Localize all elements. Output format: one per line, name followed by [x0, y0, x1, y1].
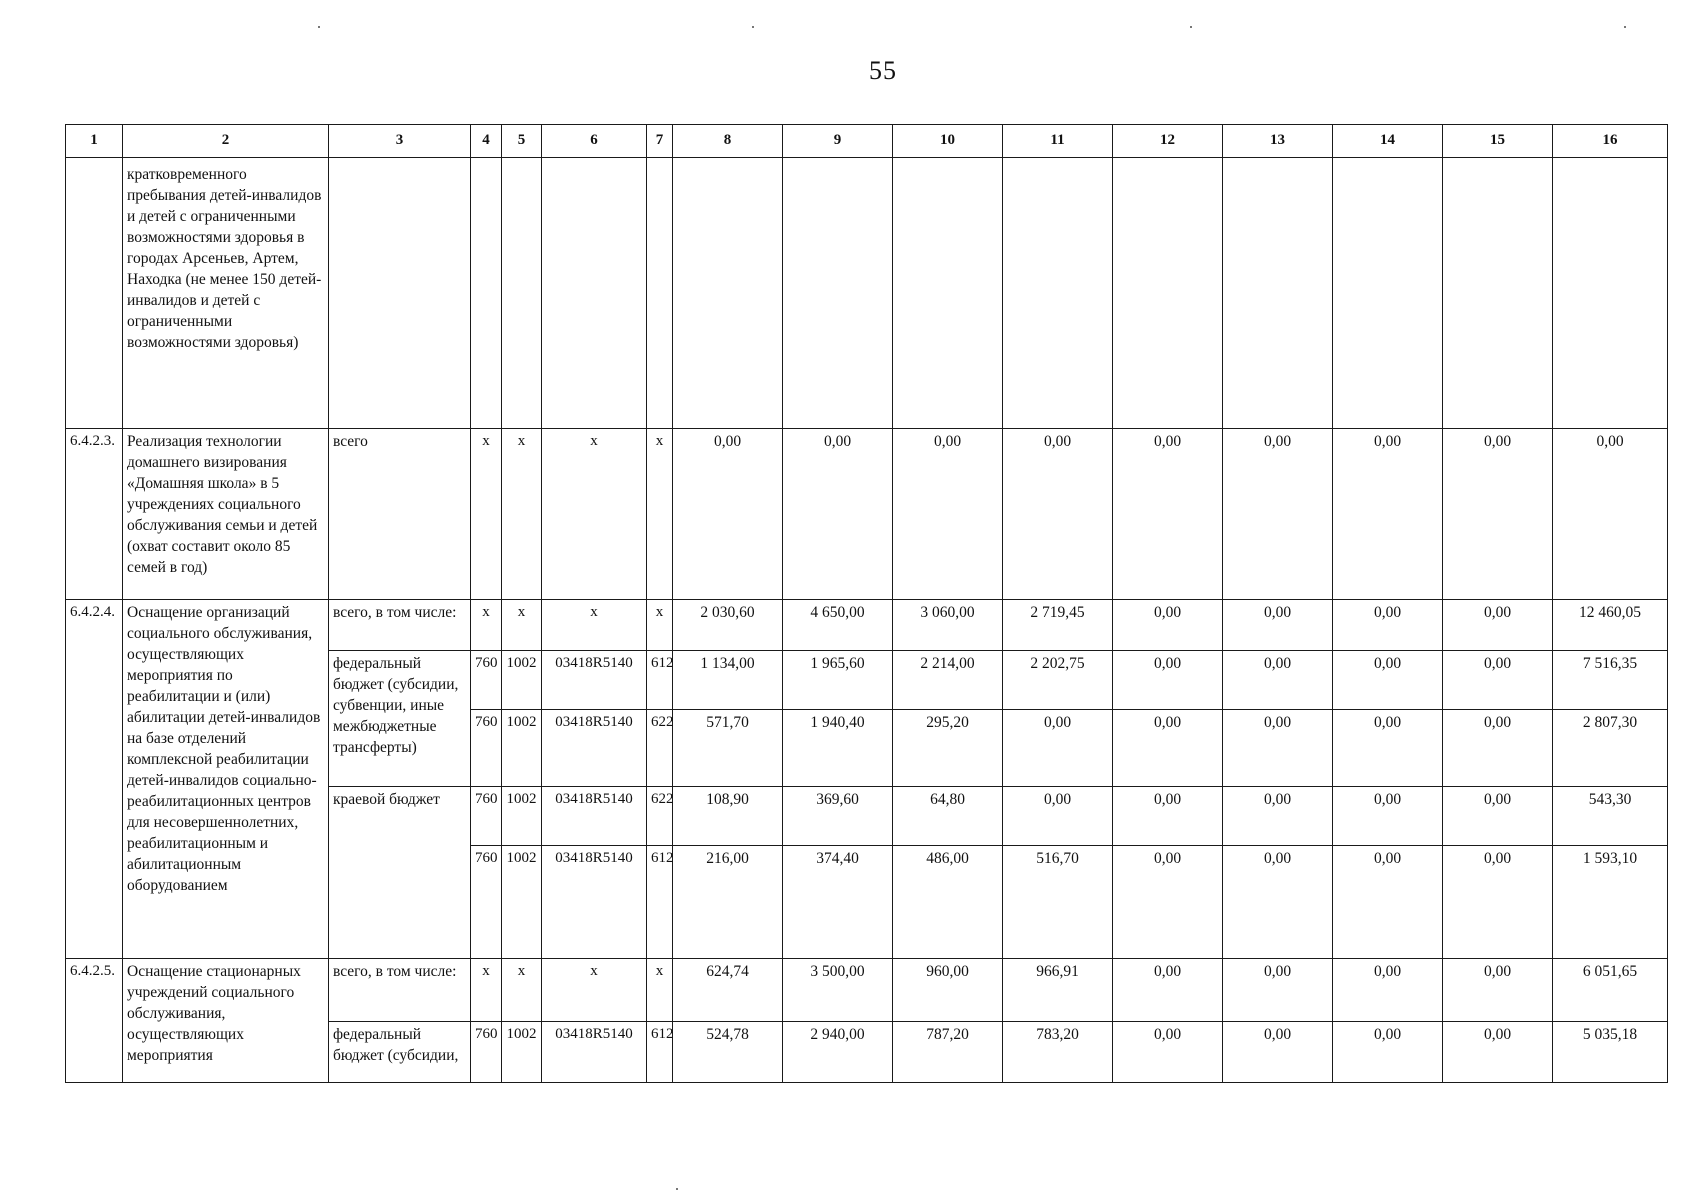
value-cell: 0,00 [1113, 959, 1223, 1022]
value-cell: 0,00 [1443, 846, 1553, 959]
code-cell: x [542, 429, 647, 600]
funding-source: федеральный бюджет (субсидии, [329, 1022, 471, 1083]
value-cell: 6 051,65 [1553, 959, 1668, 1022]
code-cell: x [471, 600, 502, 651]
code-cell: 1002 [502, 651, 542, 710]
value-cell: 0,00 [1443, 787, 1553, 846]
funding-source: всего, в том числе: [329, 959, 471, 1022]
budget-table [65, 124, 1668, 1083]
column-header: 9 [783, 125, 893, 158]
value-cell: 0,00 [1223, 600, 1333, 651]
value-cell: 543,30 [1553, 787, 1668, 846]
column-header: 3 [329, 125, 471, 158]
value-cell: 7 516,35 [1553, 651, 1668, 710]
value-cell: 0,00 [1333, 429, 1443, 600]
item-description: Оснащение организаций социального обслуживания, осуществляющих мероприятия по реабилитации и (или) абилитации детей-инвалидов на базе отделений комплексной реабилитации детей-инвалидов социально-реабилитационных центров для несовершеннолетних, реабилитационным и абилитационным оборудованием [123, 600, 329, 959]
value-cell: 0,00 [1333, 787, 1443, 846]
value-cell: 12 460,05 [1553, 600, 1668, 651]
value-cell: 216,00 [673, 846, 783, 959]
value-cell: 369,60 [783, 787, 893, 846]
code-cell: 03418R5140 [542, 651, 647, 710]
value-cell: 0,00 [1333, 651, 1443, 710]
value-cell: 2 202,75 [1003, 651, 1113, 710]
value-cell: 0,00 [893, 429, 1003, 600]
value-cell: 0,00 [1003, 710, 1113, 787]
table-row [66, 959, 1668, 1022]
item-index: 6.4.2.5. [66, 959, 123, 1083]
value-cell: 0,00 [1553, 429, 1668, 600]
value-cell: 783,20 [1003, 1022, 1113, 1083]
value-cell: 0,00 [1223, 429, 1333, 600]
value-cell: 0,00 [1333, 846, 1443, 959]
value-cell: 0,00 [1223, 787, 1333, 846]
table-row [66, 429, 1668, 600]
column-header: 11 [1003, 125, 1113, 158]
code-cell: 760 [471, 1022, 502, 1083]
value-cell: 0,00 [1333, 1022, 1443, 1083]
value-cell: 64,80 [893, 787, 1003, 846]
value-cell: 2 807,30 [1553, 710, 1668, 787]
code-cell: 03418R5140 [542, 710, 647, 787]
value-cell: 0,00 [1443, 651, 1553, 710]
item-index: 6.4.2.3. [66, 429, 123, 600]
value-cell: 0,00 [1113, 1022, 1223, 1083]
code-cell: 1002 [502, 846, 542, 959]
column-header: 5 [502, 125, 542, 158]
value-cell: 0,00 [1113, 651, 1223, 710]
header-row [66, 125, 1668, 158]
value-cell: 1 593,10 [1553, 846, 1668, 959]
value-cell: 0,00 [1113, 710, 1223, 787]
code-cell: 03418R5140 [542, 846, 647, 959]
code-cell: x [471, 959, 502, 1022]
value-cell: 0,00 [1333, 959, 1443, 1022]
value-cell: 3 500,00 [783, 959, 893, 1022]
funding-source: краевой бюджет [329, 787, 471, 959]
code-cell: 612 [647, 1022, 673, 1083]
code-cell: 1002 [502, 787, 542, 846]
value-cell: 0,00 [783, 429, 893, 600]
table-row [66, 600, 1668, 651]
code-cell: 03418R5140 [542, 1022, 647, 1083]
code-cell: 612 [647, 846, 673, 959]
code-cell: 760 [471, 710, 502, 787]
code-cell: 612 [647, 651, 673, 710]
code-cell: x [542, 600, 647, 651]
value-cell: 0,00 [1223, 651, 1333, 710]
code-cell: x [471, 429, 502, 600]
code-cell: x [502, 429, 542, 600]
value-cell: 1 134,00 [673, 651, 783, 710]
scan-speck [676, 1188, 678, 1190]
funding-source: федеральный бюджет (субсидии, субвенции, иные межбюджетные трансферты) [329, 651, 471, 787]
code-cell: x [502, 959, 542, 1022]
item-index: 6.4.2.4. [66, 600, 123, 959]
value-cell: 0,00 [1223, 1022, 1333, 1083]
code-cell: x [647, 600, 673, 651]
column-header: 8 [673, 125, 783, 158]
code-cell: 760 [471, 651, 502, 710]
funding-source: всего, в том числе: [329, 600, 471, 651]
value-cell: 624,74 [673, 959, 783, 1022]
scan-speck [318, 26, 320, 28]
column-header: 7 [647, 125, 673, 158]
column-header: 12 [1113, 125, 1223, 158]
column-header: 2 [123, 125, 329, 158]
page-number: 55 [869, 56, 897, 85]
value-cell: 374,40 [783, 846, 893, 959]
code-cell: x [502, 600, 542, 651]
code-cell: 03418R5140 [542, 787, 647, 846]
value-cell: 0,00 [1113, 600, 1223, 651]
item-description: кратковременного пребывания детей-инвалидов и детей с ограниченными возможностями здоровья в городах Арсеньев, Артем, Находка (не менее 150 детей-инвалидов и детей с ограниченными возможностями здоровья) [123, 158, 329, 429]
code-cell: 622 [647, 787, 673, 846]
value-cell: 4 650,00 [783, 600, 893, 651]
item-description: Оснащение стационарных учреждений социального обслуживания, осуществляющих мероприятия [123, 959, 329, 1083]
value-cell: 0,00 [1113, 787, 1223, 846]
code-cell: x [647, 959, 673, 1022]
value-cell: 0,00 [1443, 959, 1553, 1022]
value-cell: 524,78 [673, 1022, 783, 1083]
column-header: 13 [1223, 125, 1333, 158]
value-cell: 2 719,45 [1003, 600, 1113, 651]
column-header: 4 [471, 125, 502, 158]
value-cell: 1 940,40 [783, 710, 893, 787]
value-cell: 0,00 [1113, 429, 1223, 600]
scan-speck [1190, 26, 1192, 28]
value-cell: 2 214,00 [893, 651, 1003, 710]
column-header: 10 [893, 125, 1003, 158]
scan-speck [752, 26, 754, 28]
column-header: 6 [542, 125, 647, 158]
value-cell: 295,20 [893, 710, 1003, 787]
value-cell: 516,70 [1003, 846, 1113, 959]
value-cell: 0,00 [1443, 429, 1553, 600]
value-cell: 1 965,60 [783, 651, 893, 710]
value-cell: 108,90 [673, 787, 783, 846]
value-cell: 5 035,18 [1553, 1022, 1668, 1083]
column-header: 15 [1443, 125, 1553, 158]
value-cell: 2 940,00 [783, 1022, 893, 1083]
value-cell: 571,70 [673, 710, 783, 787]
value-cell: 787,20 [893, 1022, 1003, 1083]
table-row [66, 158, 1668, 429]
item-index [66, 158, 123, 429]
value-cell: 960,00 [893, 959, 1003, 1022]
code-cell: 760 [471, 787, 502, 846]
item-description: Реализация технологии домашнего визирования «Домашняя школа» в 5 учреждениях социального обслуживания семьи и детей (охват составит около 85 семей в год) [123, 429, 329, 600]
code-cell: 760 [471, 846, 502, 959]
value-cell: 2 030,60 [673, 600, 783, 651]
value-cell: 0,00 [1443, 710, 1553, 787]
value-cell: 0,00 [1223, 710, 1333, 787]
funding-source: всего [329, 429, 471, 600]
value-cell: 486,00 [893, 846, 1003, 959]
value-cell: 0,00 [1443, 1022, 1553, 1083]
code-cell: x [542, 959, 647, 1022]
code-cell: 1002 [502, 1022, 542, 1083]
column-header: 14 [1333, 125, 1443, 158]
column-header: 1 [66, 125, 123, 158]
value-cell: 966,91 [1003, 959, 1113, 1022]
value-cell: 0,00 [1333, 710, 1443, 787]
value-cell: 0,00 [673, 429, 783, 600]
value-cell: 0,00 [1333, 600, 1443, 651]
column-header: 16 [1553, 125, 1668, 158]
value-cell: 0,00 [1443, 600, 1553, 651]
code-cell: x [647, 429, 673, 600]
code-cell: 1002 [502, 710, 542, 787]
code-cell: 622 [647, 710, 673, 787]
value-cell: 0,00 [1113, 846, 1223, 959]
scan-speck [1624, 26, 1626, 28]
value-cell: 0,00 [1003, 429, 1113, 600]
value-cell: 0,00 [1003, 787, 1113, 846]
value-cell: 0,00 [1223, 959, 1333, 1022]
value-cell: 3 060,00 [893, 600, 1003, 651]
value-cell: 0,00 [1223, 846, 1333, 959]
